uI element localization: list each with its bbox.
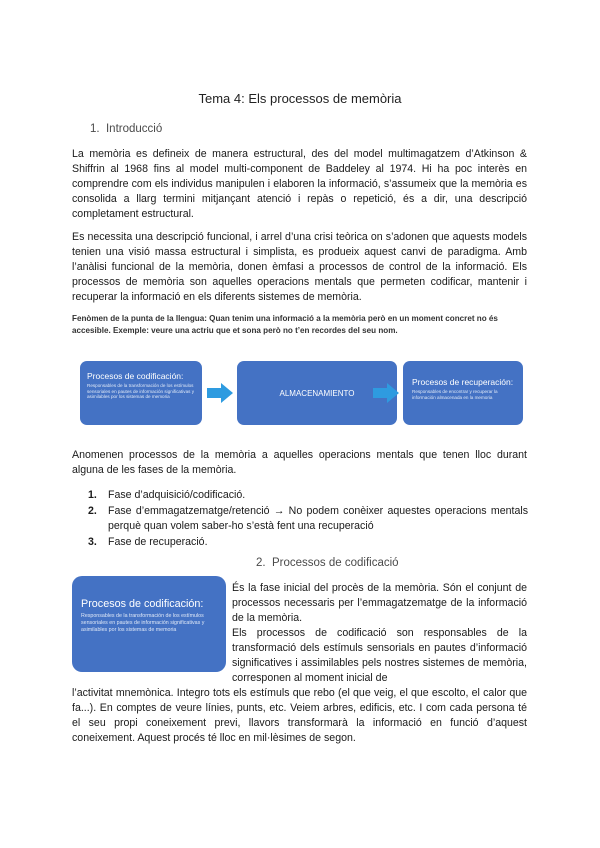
section2-paragraph-2b: l’activitat mnemònica. Integro tots els estímuls que rebo (el que veig, el que escolto, el calor que fa...). En comptes de veure línies, punts, etc. Veiem arbres, edificis, etc. I com cada persona té el seu propi coneixement previ, llavors transformarà la informació en funció d’aquest coneixement. Aquest procés té lloc en mil·lèsimes de segon. <box>72 687 527 744</box>
retrieval-box-title: Procesos de recuperación: <box>412 377 514 387</box>
encoding-box-description: Responsables de la transformación de los estímulos sensoriales en pautes de información significativas y asimilables por los sistemas de memoria <box>87 383 194 400</box>
retrieval-process-box <box>403 361 523 425</box>
section-heading-intro <box>90 123 162 135</box>
retrieval-box-description: Responsables de encontrar y recuperar la información almacenada en la memoria <box>412 389 498 400</box>
section-title: Introducció <box>105 123 163 135</box>
encoding-box-title: Procesos de codificación: <box>87 371 184 381</box>
encoding-process-box <box>80 361 202 425</box>
section-number: 2. <box>256 557 266 569</box>
list-item: 3. Fase de recuperació. <box>88 536 208 548</box>
page-title: Tema 4: Els processos de memòria <box>198 91 402 106</box>
list-item: 2. Fase d’emmagatzematge/retenció → No podem conèixer aquestes operacions mentals perquè quan volem saber-ho s’està fent una recuperació <box>88 505 528 532</box>
paragraph-3: Anomenen processos de la memòria a aquelles operacions mentals que tenen lloc durant alguna de les fases de la memòria. <box>72 449 527 476</box>
encoding-summary-description: Responsables de la transformación de los estímulos sensoriales en pautes de información significativas y asimilables por los sistemas de memoria <box>81 613 205 633</box>
phases-list <box>88 488 528 550</box>
tip-of-tongue-note: Fenòmen de la punta de la llengua: Quan tenim una informació a la memòria però en un moment concret no és accesible. Exemple: veure una actriu que et sona però no t’en recordes del seu nom. <box>72 314 498 335</box>
arrow-right-icon <box>373 383 399 403</box>
arrow-right-icon <box>207 383 233 403</box>
section-number: 1. <box>90 123 100 135</box>
paragraph-2: Es necessita una descripció funcional, i arrel d’una crisi teòrica on s’adonen que aquests models tenien una visió massa estructural i simplista, es produeix aquest canvi de paradigma. Amb l’anàlisi funcional de la memòria, donen èmfasi a processos de control de la informació. Els processos de memòria son aquelles operacions mentals que permeten codificar, mantenir i recuperar la informació en els diferents sistemes de memòria. <box>72 231 527 303</box>
section-heading-encoding <box>256 557 399 569</box>
list-item: 1. Fase d’adquisició/codificació. <box>88 489 246 501</box>
section-title: Processos de codificació <box>271 557 399 569</box>
paragraph-1: La memòria es defineix de manera estructural, des del model multimagatzem d’Atkinson & Shiffrin al 1968 fins al model multi-component de Baddeley al 1974. Hi ha poc interès en comprendre com els individus manipulen i elaboren la informació, s’assumeix que la memòria es consolida a llarg termini mitjançant atenció i repàs o repetició, és a dir, una descripció completament estructural. <box>72 148 527 220</box>
section2-paragraph-2a: Els processos de codificació son responsables de la transformació dels estímuls sensorials en pautes d’informació significatives i assimilables pels nostres sistemes de memòria, corresponen al moment inicial de <box>232 627 527 684</box>
section2-paragraph-1: És la fase inicial del procès de la memòria. Són el conjunt de processos necessaris per l’emmagatzematge de la informació de la memòria. <box>232 582 527 624</box>
storage-box-title: ALMACENAMIENTO <box>279 388 355 398</box>
encoding-summary-title: Procesos de codificación: <box>81 598 204 610</box>
encoding-summary-box <box>72 576 226 672</box>
